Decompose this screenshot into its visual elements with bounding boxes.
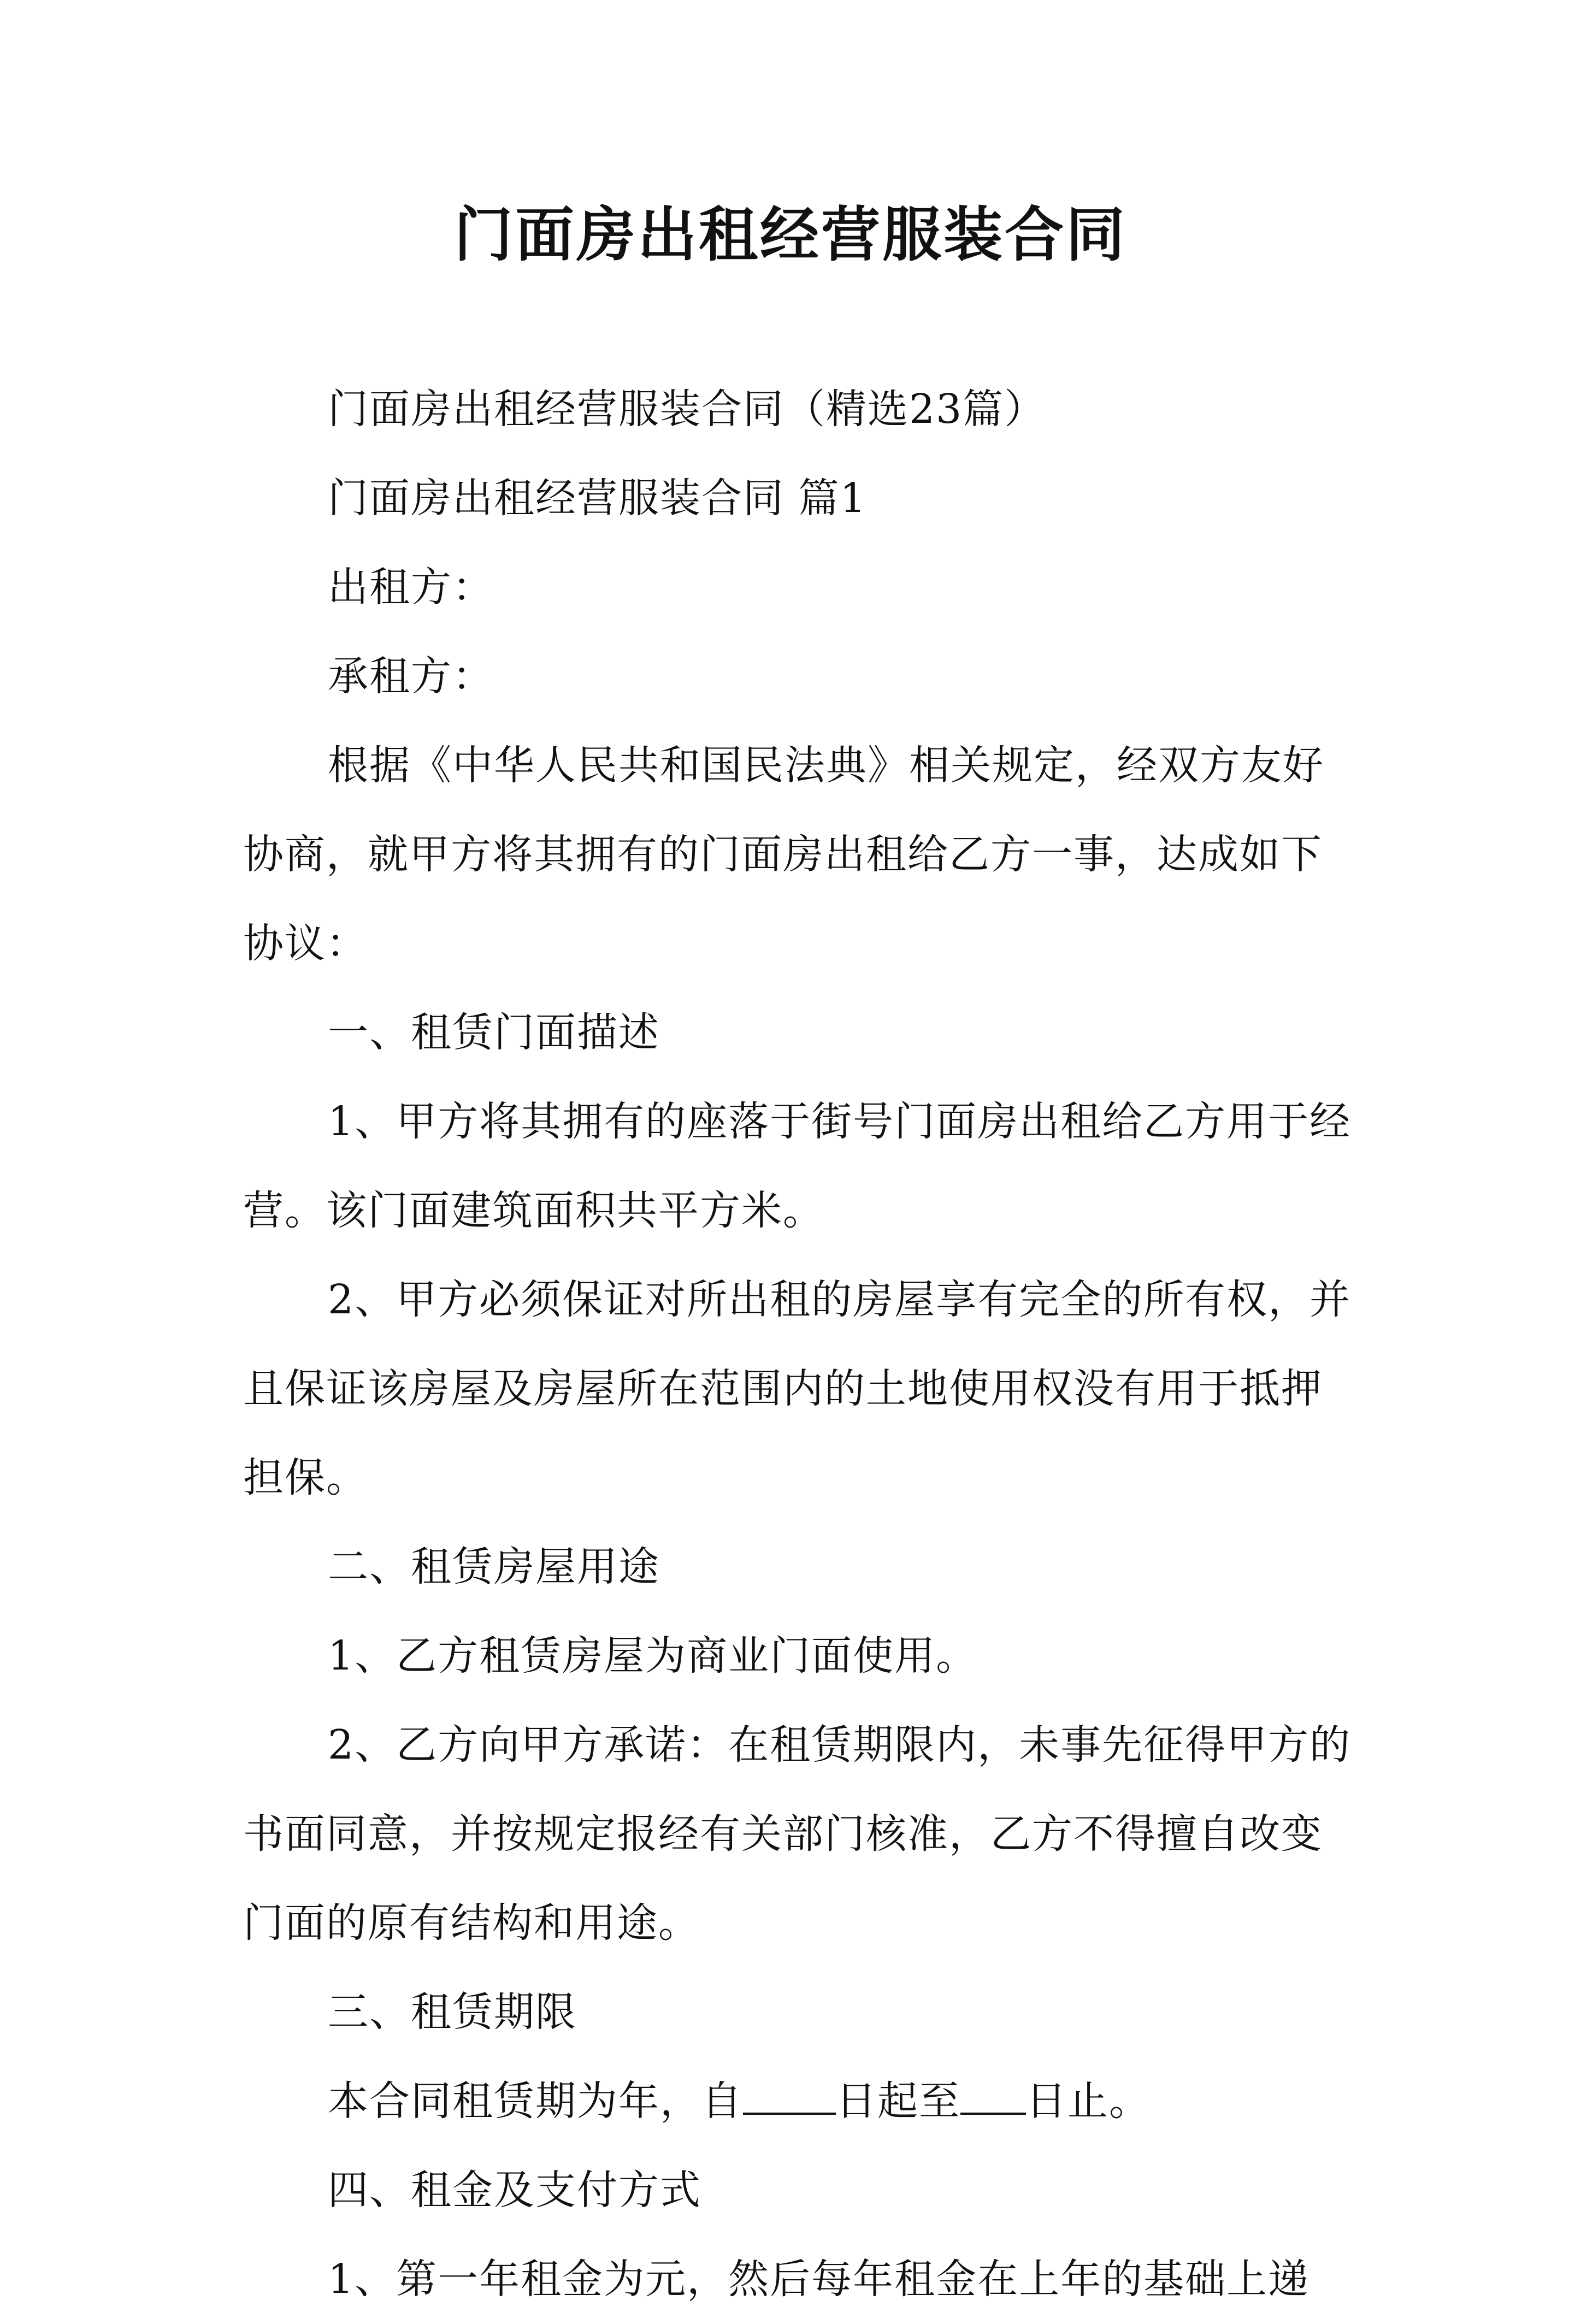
end-date-blank bbox=[960, 2080, 1026, 2115]
document-title: 门面房出租经营服装合同 bbox=[453, 200, 1127, 269]
paragraph-section-heading: 门面房出租经营服装合同 篇1 bbox=[328, 475, 867, 522]
paragraph-lessor: 出租方： bbox=[328, 564, 494, 611]
heading-storefront-description: 一、租赁门面描述 bbox=[328, 1009, 660, 1056]
paragraph-subtitle: 门面房出租经营服装合同（精选23篇） bbox=[328, 386, 1046, 433]
lease-term-text-2: 日起至 bbox=[836, 2078, 960, 2125]
start-date-blank bbox=[743, 2080, 836, 2115]
paragraph-clause-1-2: 2、甲方必须保证对所出租的房屋享有完全的所有权，并且保证该房屋及房屋所在范围内的土地使用权没有用于抵押担保。 bbox=[243, 1276, 1352, 1501]
paragraph-clause-4-1: 1、第一年租金为元，然后每年租金在上年的基础上递 bbox=[328, 2256, 1310, 2303]
document-body bbox=[243, 365, 1358, 2324]
paragraph-lease-term bbox=[243, 2057, 1358, 2146]
heading-rent-payment: 四、租金及支付方式 bbox=[328, 2167, 701, 2214]
lease-term-text-1: 本合同租赁期为年，自 bbox=[328, 2078, 743, 2125]
paragraph-clause-2-1: 1、乙方租赁房屋为商业门面使用。 bbox=[328, 1632, 978, 1679]
paragraph-clause-1-1: 1、甲方将其拥有的座落于街号门面房出租给乙方用于经营。该门面建筑面积共平方米。 bbox=[243, 1098, 1352, 1234]
paragraph-preamble: 根据《中华人民共和国民法典》相关规定，经双方友好协商，就甲方将其拥有的门面房出租给乙方一事，达成如下协议： bbox=[243, 742, 1324, 967]
paragraph-lessee: 承租方： bbox=[328, 653, 494, 700]
paragraph-clause-2-2: 2、乙方向甲方承诺：在租赁期限内，未事先征得甲方的书面同意，并按规定报经有关部门核准，乙方不得擅自改变门面的原有结构和用途。 bbox=[243, 1721, 1352, 1947]
lease-term-text-3: 日止。 bbox=[1026, 2078, 1151, 2125]
heading-lease-term: 三、租赁期限 bbox=[328, 1989, 577, 2036]
heading-usage: 二、租赁房屋用途 bbox=[328, 1543, 660, 1590]
